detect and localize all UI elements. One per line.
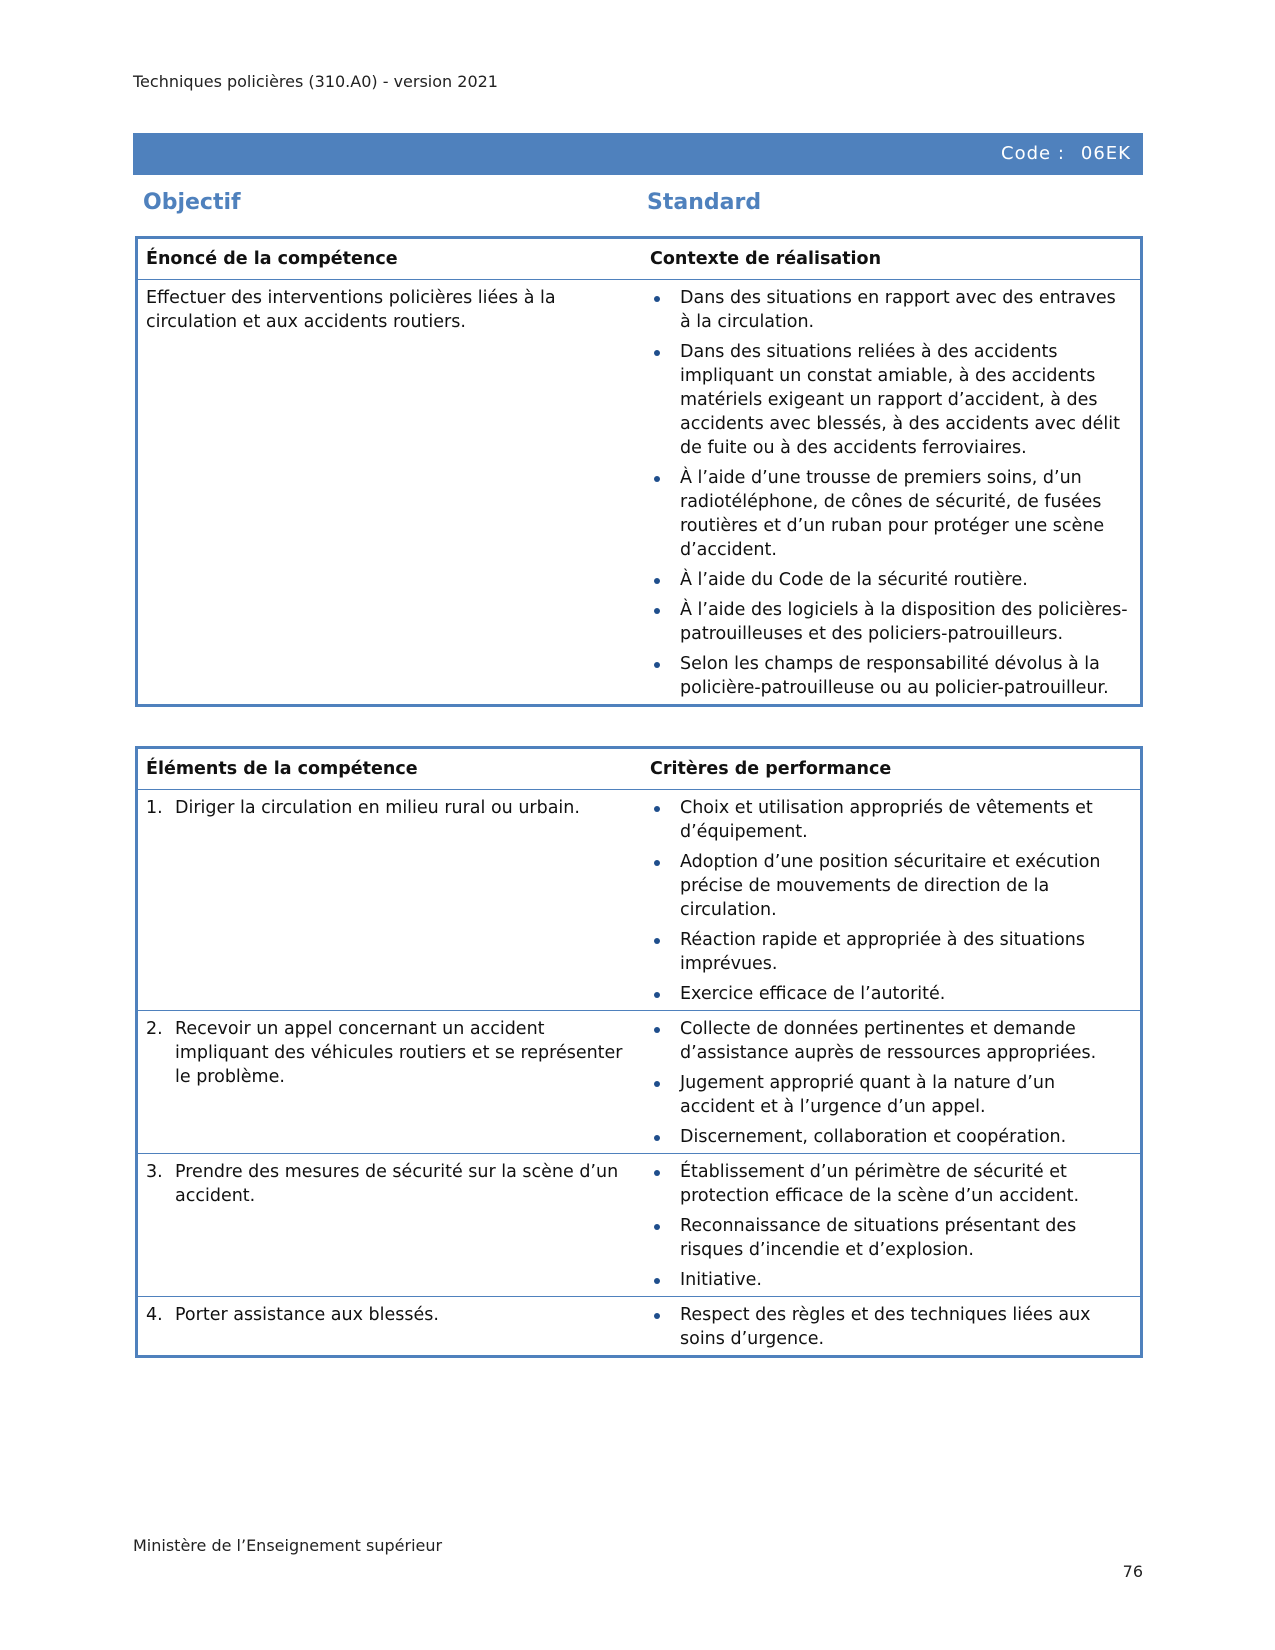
list-item: À l’aide d’une trousse de premiers soins, d’un radiotéléphone, de cônes de sécurité, de fusées routières et d’un ruban pour protéger une scène d’accident. (650, 466, 1132, 562)
element-item (146, 1160, 634, 1208)
table-row (137, 790, 1142, 1011)
list-item: Respect des règles et des techniques liées aux soins d’urgence. (650, 1303, 1132, 1351)
list-item: Jugement approprié quant à la nature d’un accident et à l’urgence d’un appel. (650, 1071, 1132, 1119)
code-label: Code : (1001, 143, 1065, 164)
elements-criteria-table (135, 746, 1143, 1358)
element-number: 2. (146, 1019, 163, 1039)
list-item: Collecte de données pertinentes et demande d’assistance auprès de ressources appropriées. (650, 1017, 1132, 1065)
code-bar (133, 133, 1143, 175)
list-item: Adoption d’une position sécuritaire et exécution précise de mouvements de direction de la circulation. (650, 850, 1132, 922)
table-row (137, 1011, 1142, 1154)
list-item: Initiative. (650, 1268, 1132, 1292)
list-item: Réaction rapide et appropriée à des situations imprévues. (650, 928, 1132, 976)
element-item (146, 1017, 634, 1089)
list-item: Dans des situations reliées à des accidents impliquant un constat amiable, à des accidents matériels exigeant un rapport d’accident, à des accidents avec blessés, à des accidents avec délit de fuite ou à des accidents ferroviaires. (650, 340, 1132, 460)
list-item: À l’aide du Code de la sécurité routière. (650, 568, 1132, 592)
list-item: À l’aide des logiciels à la disposition des policières-patrouilleuses et des policiers-patrouilleurs. (650, 598, 1132, 646)
contexte-list (650, 286, 1132, 700)
table-row (137, 280, 1142, 706)
list-item: Reconnaissance de situations présentant des risques d’incendie et d’explosion. (650, 1214, 1132, 1262)
element-text: Porter assistance aux blessés. (175, 1305, 439, 1325)
course-code (1001, 143, 1131, 164)
table-row (137, 1154, 1142, 1297)
element-text: Prendre des mesures de sécurité sur la scène d’un accident. (175, 1162, 619, 1206)
element-item (146, 796, 634, 820)
list-item: Choix et utilisation appropriés de vêtements et d’équipement. (650, 796, 1132, 844)
header-enonce: Énoncé de la compétence (146, 249, 398, 269)
list-item: Discernement, collaboration et coopération. (650, 1125, 1132, 1149)
element-number: 1. (146, 798, 163, 818)
contexte-cell (642, 280, 1142, 706)
header-criteres: Critères de performance (650, 759, 892, 779)
element-text: Recevoir un appel concernant un accident impliquant des véhicules routiers et se représenter le problème. (175, 1019, 623, 1087)
list-item: Selon les champs de responsabilité dévolus à la policière-patrouilleuse ou au policier-patrouilleur. (650, 652, 1132, 700)
criteria-list (650, 1303, 1132, 1351)
header-elements: Éléments de la compétence (146, 759, 418, 779)
enonce-text: Effectuer des interventions policières liées à la circulation et aux accidents routiers. (137, 280, 643, 706)
element-number: 3. (146, 1162, 163, 1182)
criteria-list (650, 1017, 1132, 1149)
section-title-objectif: Objectif (143, 190, 241, 215)
code-value: 06EK (1080, 143, 1131, 164)
competence-statement-table (135, 236, 1143, 707)
running-header: Techniques policières (310.A0) - version 2021 (133, 72, 498, 91)
element-item (146, 1303, 634, 1327)
page-number: 76 (1122, 1562, 1143, 1581)
criteria-list (650, 796, 1132, 1006)
element-text: Diriger la circulation en milieu rural ou urbain. (175, 798, 580, 818)
list-item: Établissement d’un périmètre de sécurité et protection efficace de la scène d’un accident. (650, 1160, 1132, 1208)
table-row (137, 1297, 1142, 1357)
table-header-row (137, 748, 1142, 790)
list-item: Dans des situations en rapport avec des entraves à la circulation. (650, 286, 1132, 334)
header-contexte: Contexte de réalisation (650, 249, 882, 269)
section-title-standard: Standard (647, 190, 762, 215)
element-number: 4. (146, 1305, 163, 1325)
footer-ministry: Ministère de l’Enseignement supérieur (133, 1536, 443, 1555)
table-header-row (137, 238, 1142, 280)
list-item: Exercice efficace de l’autorité. (650, 982, 1132, 1006)
criteria-list (650, 1160, 1132, 1292)
